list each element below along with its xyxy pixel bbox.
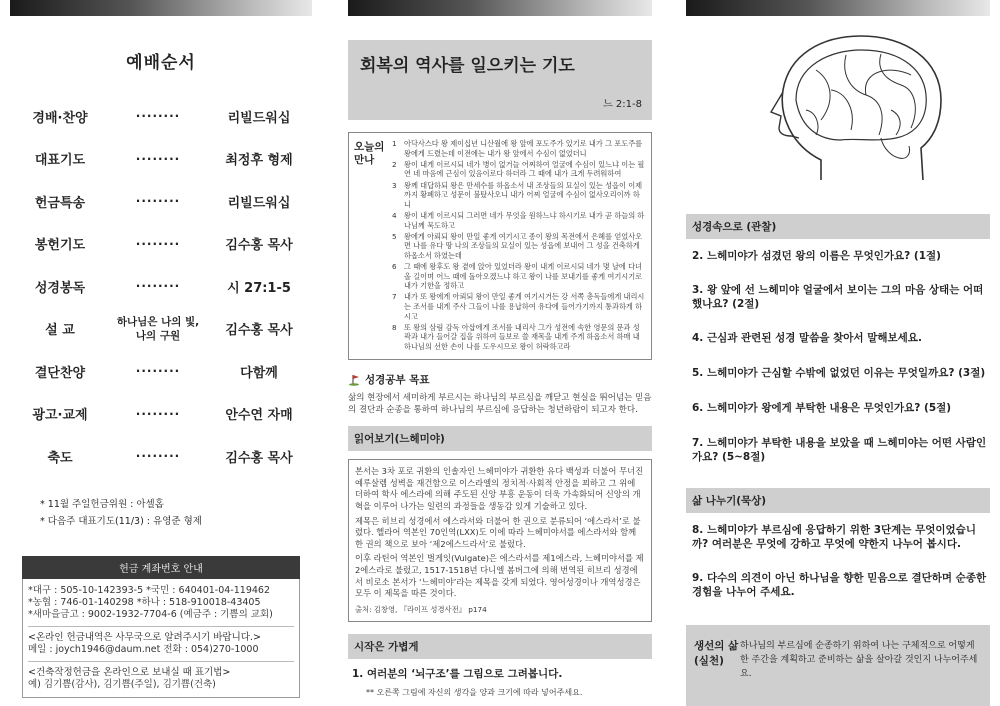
order-item: 결단찬양 xyxy=(34,365,86,381)
order-leader: 시 27:1-5 xyxy=(227,280,291,296)
order-leader: 리빌드워십 xyxy=(227,195,291,211)
verse: 2 왕이 내게 이르시되 네가 병이 없거늘 어찌하여 얼굴에 수심이 있느냐 이는 필연 네 마음에 근심이 있음이로다 하더라 그 때에 내가 크게 두려워하여 xyxy=(392,159,645,179)
observe-section-title: 성경속으로 (관찰) xyxy=(686,214,990,239)
order-column xyxy=(10,0,312,706)
order-leader: 김수홍 목사 xyxy=(225,238,293,254)
order-row xyxy=(10,308,312,351)
order-dots: ········ xyxy=(135,279,181,294)
order-row xyxy=(10,223,312,266)
order-row xyxy=(10,180,312,223)
order-row xyxy=(10,265,312,308)
order-item: 광고·교제 xyxy=(32,408,88,424)
verse: 1 아닥사스다 왕 제이십년 니산월에 왕 앞에 포도주가 있기로 내가 그 포도주를 왕에게 드렸는데 이전에는 내가 왕 앞에서 수심이 없었더니 xyxy=(392,139,643,158)
method-example: 예) 김기쁨(감사), 김기쁨(주일), 김기쁨(건축) xyxy=(28,678,216,690)
header-gradient-bar xyxy=(10,0,312,16)
question-8: 8. 느헤미야가 부르심에 응답하기 위한 3단계는 무엇이었습니까? 여러분은 무엇에 강하고 무엇에 약한지 나누어 봅시다. xyxy=(692,524,976,550)
order-item: 경배·찬양 xyxy=(32,110,88,126)
order-leader: 김수홍 목사 xyxy=(225,450,293,466)
practice-label: 생선의 삶 (실천) xyxy=(694,640,739,667)
order-dots: ········ xyxy=(135,236,181,251)
question-5: 5. 느헤미야가 근심할 수밖에 없었던 이유는 무엇일까요? (3절) xyxy=(692,367,986,379)
goal-title: 성경공부 목표 xyxy=(365,374,430,387)
online-title: <온라인 헌금내역은 사무국으로 알려주시기 바랍니다.> xyxy=(28,631,261,643)
practice-box xyxy=(686,625,990,706)
read-section-title: 읽어보기(느헤미야) xyxy=(348,426,652,451)
header-gradient-bar xyxy=(348,0,652,16)
order-row xyxy=(10,393,312,436)
order-leader: 안수연 자매 xyxy=(225,408,293,424)
bank-info-box xyxy=(22,579,300,698)
brain-head-icon xyxy=(761,30,961,200)
order-dots: ········ xyxy=(135,406,181,421)
question-4: 4. 근심과 관련된 성경 말씀을 찾아서 말해보세요. xyxy=(692,332,922,344)
bank-title: 헌금 계좌번호 안내 xyxy=(22,556,300,579)
order-leader: 최정후 형제 xyxy=(225,153,293,169)
order-dots: ········ xyxy=(135,194,181,209)
practice-text: 하나님의 부르심에 순종하기 위하여 나는 구체적으로 어떻게 한 주간을 계획하고 준비하는 삶을 살아갈 것인지 나누어주세요. xyxy=(740,641,978,679)
order-row xyxy=(10,435,312,478)
question-1: 1. 여러분의 ‘뇌구조’를 그림으로 그려봅니다. xyxy=(352,668,563,681)
verse: 6 그 때에 왕후도 왕 곁에 앉아 있었더라 왕이 내게 이르시되 네가 몇 날에 다녀올 길이며 어느 때에 돌아오겠느냐 하고 왕이 나를 보내기를 좋게 여기시기로 내가 기한을 정하고 xyxy=(392,262,643,291)
header-gradient-bar xyxy=(686,0,990,16)
verse: 7 내가 또 왕에게 아뢰되 왕이 만일 좋게 여기시거든 강 서쪽 총독들에게 내리시는 조서를 내게 주사 그들이 나를 용납하여 유다에 들어가기까지 통과하게 하시고 xyxy=(392,292,645,321)
order-row xyxy=(10,138,312,181)
divider xyxy=(28,661,294,662)
read-source: 출처: 김창영, 『라이프 성경사전』 p174 xyxy=(355,604,487,614)
order-row xyxy=(10,350,312,393)
order-leader: 리빌드워십 xyxy=(227,110,291,126)
account-line: *새마을금고 : 9002-1932-7704-6 (예금주 : 기쁨의 교회) xyxy=(28,608,273,620)
account-line: *대구 : 505-10-142393-5 *국민 : 640401-04-119462 xyxy=(28,584,270,596)
notice-line: * 11월 주일헌금위원 : 아셀홉 xyxy=(40,498,164,510)
method-title: <건축작정헌금을 온라인으로 보내실 때 표기법> xyxy=(28,666,231,678)
online-contact: 메일 : joych1946@daum.net 전화 : 054)270-1000 xyxy=(28,643,259,655)
verse-list xyxy=(392,139,646,353)
golf-flag-icon xyxy=(348,374,362,386)
read-box xyxy=(348,459,652,622)
life-section-title: 삶 나누기(묵상) xyxy=(686,488,990,513)
order-leader: 김수홍 목사 xyxy=(225,323,293,339)
order-item: 헌금특송 xyxy=(34,195,86,211)
question-9: 9. 다수의 의견이 아닌 하나님을 향한 믿음으로 결단하며 순종한 경험을 나누어 주세요. xyxy=(692,572,987,598)
sermon-title: 하나님은 나의 빛, 나의 구원 xyxy=(116,315,200,342)
goal-body: 삶의 현장에서 세미하게 부르시는 하나님의 부르심을 깨닫고 현실을 뛰어넘는 믿음의 결단과 순종을 통하여 하나님의 부르심에 응답하는 청년하람이 되고자 한다. xyxy=(348,393,652,416)
order-row xyxy=(10,95,312,138)
read-paragraph: 이후 라틴어 역본인 벌게잇(Vulgate)은 에스라서를 제1에스라, 느헤미야서를 제2에스라로 불렀고, 1517-1518년 다니엘 봄버그에 의해 번역된 히브리 성경에서 비로소 본서가 ‘느헤미야’라는 제목을 갖게 되었다. 영어성경이나 개역성경은 모두 이 제목을 따른 것이다. xyxy=(355,553,644,599)
order-item: 축도 xyxy=(47,450,73,466)
study-column xyxy=(686,0,990,706)
notice-line: * 다음주 대표기도(11/3) : 유영준 형제 xyxy=(40,515,202,527)
lesson-header xyxy=(348,40,652,120)
order-item: 설 교 xyxy=(45,323,75,339)
verse: 3 왕께 대답하되 왕은 만세수를 하옵소서 내 조상들의 묘실이 있는 성읍이 이제까지 황폐하고 성문이 불탔사오니 내가 어찌 얼굴에 수심이 없사오리이까 하니 xyxy=(392,180,643,209)
start-section-title: 시작은 가볍게 xyxy=(348,634,652,659)
lesson-title: 회복의 역사를 일으키는 기도 xyxy=(360,56,575,76)
question-6: 6. 느헤미야가 왕에게 부탁한 내용은 무엇인가요? (5절) xyxy=(692,402,952,414)
order-dots: ········ xyxy=(135,364,181,379)
question-3: 3. 왕 앞에 선 느헤미야 얼굴에서 보이는 그의 마음 상태는 어떠했나요? (2절) xyxy=(692,284,984,310)
order-dots: ········ xyxy=(135,109,181,124)
verse: 4 왕이 내게 이르시되 그러면 네가 무엇을 원하느냐 하시기로 내가 곧 하늘의 하나님께 묵도하고 xyxy=(392,210,645,230)
order-item: 봉헌기도 xyxy=(34,238,86,254)
order-dots: ········ xyxy=(135,449,181,464)
question-7: 7. 느헤미야가 부탁한 내용을 보았을 때 느헤미야는 어떤 사람인가요? (5~8절) xyxy=(692,437,987,463)
read-paragraph: 본서는 3차 포로 귀환의 인솔자인 느헤미야가 귀환한 유다 백성과 더불어 무너진 예루살렘 성벽을 재건함으로 이스라엘의 정치적·사회적 안정을 꾀하고 그 위에 더하여 학사 에스라에 의해 주도된 신앙 부흥 운동이 더욱 가속화되어 신앙의 개혁을 이루어 나가는 일련의 과정들을 생동감 있게 기술하고 있다. xyxy=(355,466,644,511)
notices xyxy=(10,496,312,530)
scripture-reference: 느 2:1-8 xyxy=(603,99,642,110)
divider xyxy=(28,626,294,627)
account-line: *농협 : 746-01-140298 *하나 : 518-910018-43405 xyxy=(28,596,261,608)
question-2: 2. 느헤미야가 섬겼던 왕의 이름은 무엇인가요? (1절) xyxy=(692,250,941,262)
prayer-column xyxy=(348,0,652,706)
order-item: 대표기도 xyxy=(34,153,86,169)
order-dots: ········ xyxy=(135,151,181,166)
read-paragraph: 제목은 히브리 성경에서 에스라서와 더불어 한 권으로 분류되어 ‘에스라서’로 불렸다. 헬라어 역본인 70인역(LXX)도 이에 따라 느헤미야서를 에스라서와 함께 한 권의 책으로 보아 ‘제2에스드라서’로 불렀다. xyxy=(355,515,641,549)
order-leader: 다함께 xyxy=(240,365,278,381)
verse: 8 또 왕의 삼림 감독 아삽에게 조서를 내리사 그가 성전에 속한 영문의 문과 성곽과 내가 들어갈 집을 위하여 들보로 쓸 재목을 내게 주게 하옵소서 하매 내 하나님의 선한 손이 나를 도우시므로 왕이 허락하고라 xyxy=(392,322,640,352)
question-1-note: ** 오른쪽 그림에 자신의 생각을 양과 크기에 따라 넣어주세요. xyxy=(366,688,583,698)
order-item: 성경봉독 xyxy=(34,280,86,296)
verse: 5 왕에게 아뢰되 왕이 만일 좋게 여기시고 종이 왕의 목전에서 은혜를 얻었사오면 나를 유다 땅 나의 조상들의 묘실이 있는 성읍에 보내어 그 성을 건축하게 하옵소서 하였는데 xyxy=(392,231,643,260)
manna-label: 오늘의 만나 xyxy=(354,141,385,166)
daily-manna-box xyxy=(348,132,652,360)
order-title: 예배순서 xyxy=(126,53,196,73)
goal-heading xyxy=(348,372,652,387)
